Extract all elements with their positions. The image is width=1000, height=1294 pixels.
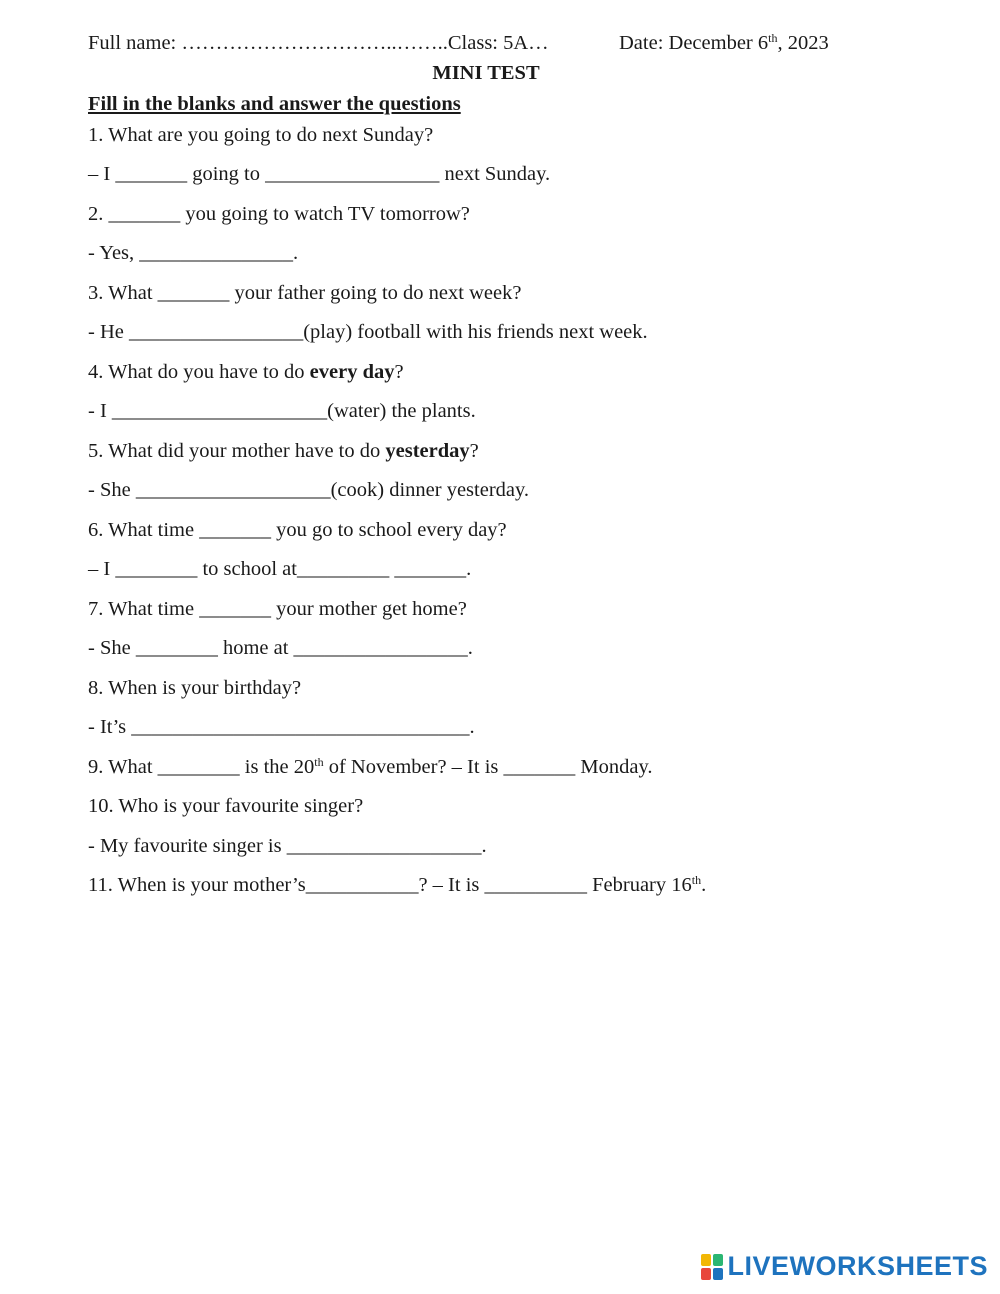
q5-text: 5. What did your mother have to do	[88, 440, 386, 462]
page-title: MINI TEST	[432, 62, 540, 84]
liveworksheets-logo[interactable]	[701, 1251, 988, 1282]
answer-3: - He _________________(play) football with his friends next week.	[88, 321, 648, 343]
q9-sup: th	[314, 755, 324, 769]
answer-4: - I _____________________(water) the plants.	[88, 400, 476, 422]
logo-square-1	[701, 1254, 711, 1266]
answer-6: – I ________ to school at_________ _______.	[88, 558, 472, 580]
header-name-class	[88, 31, 549, 55]
logo-grid-icon	[701, 1254, 723, 1280]
q5-end: ?	[469, 440, 479, 462]
q9-text: 9. What ________ is the 20	[88, 756, 315, 778]
logo-text: LIVEWORKSHEETS	[727, 1251, 988, 1281]
q4-text: 4. What do you have to do	[88, 361, 310, 383]
name-class-text: Full name: …………………………..……..Class: 5A…	[88, 32, 549, 54]
q9-end: of November? – It is _______ Monday.	[323, 756, 653, 778]
answer-10: - My favourite singer is ___________________.	[88, 835, 487, 857]
question-5	[88, 439, 479, 463]
q5-bold: yesterday	[385, 440, 470, 462]
question-7: 7. What time _______ your mother get home?	[88, 598, 467, 620]
question-4	[88, 360, 404, 384]
answer-2: - Yes, _______________.	[88, 242, 299, 264]
question-3: 3. What _______ your father going to do next week?	[88, 282, 522, 304]
answer-7: - She ________ home at _________________.	[88, 637, 473, 659]
q4-end: ?	[394, 361, 404, 383]
instruction-text: Fill in the blanks and answer the questions	[88, 93, 461, 115]
question-8: 8. When is your birthday?	[88, 677, 302, 699]
instruction	[88, 92, 461, 116]
header-date	[619, 31, 829, 55]
q11-sup: th	[691, 873, 702, 887]
q4-bold: every day	[309, 361, 395, 383]
answer-8: - It’s _________________________________.	[88, 716, 475, 738]
date-suffix: , 2023	[777, 32, 829, 54]
q11-end: .	[701, 874, 707, 896]
question-10: 10. Who is your favourite singer?	[88, 795, 364, 817]
logo-square-3	[701, 1268, 711, 1280]
q11-text: 11. When is your mother’s___________? – It is __________ February 16	[88, 874, 692, 896]
question-6: 6. What time _______ you go to school every day?	[88, 519, 507, 541]
date-prefix: Date: December 6	[619, 32, 769, 54]
answer-1: – I _______ going to _________________ next Sunday.	[88, 163, 551, 185]
question-2: 2. _______ you going to watch TV tomorrow?	[88, 203, 470, 225]
question-11	[88, 873, 706, 897]
logo-square-2	[713, 1254, 723, 1266]
date-sup: th	[768, 31, 778, 45]
question-1: 1. What are you going to do next Sunday?	[88, 124, 434, 146]
answer-5: - She ___________________(cook) dinner yesterday.	[88, 479, 530, 501]
logo-square-4	[713, 1268, 723, 1280]
question-9	[88, 755, 653, 779]
